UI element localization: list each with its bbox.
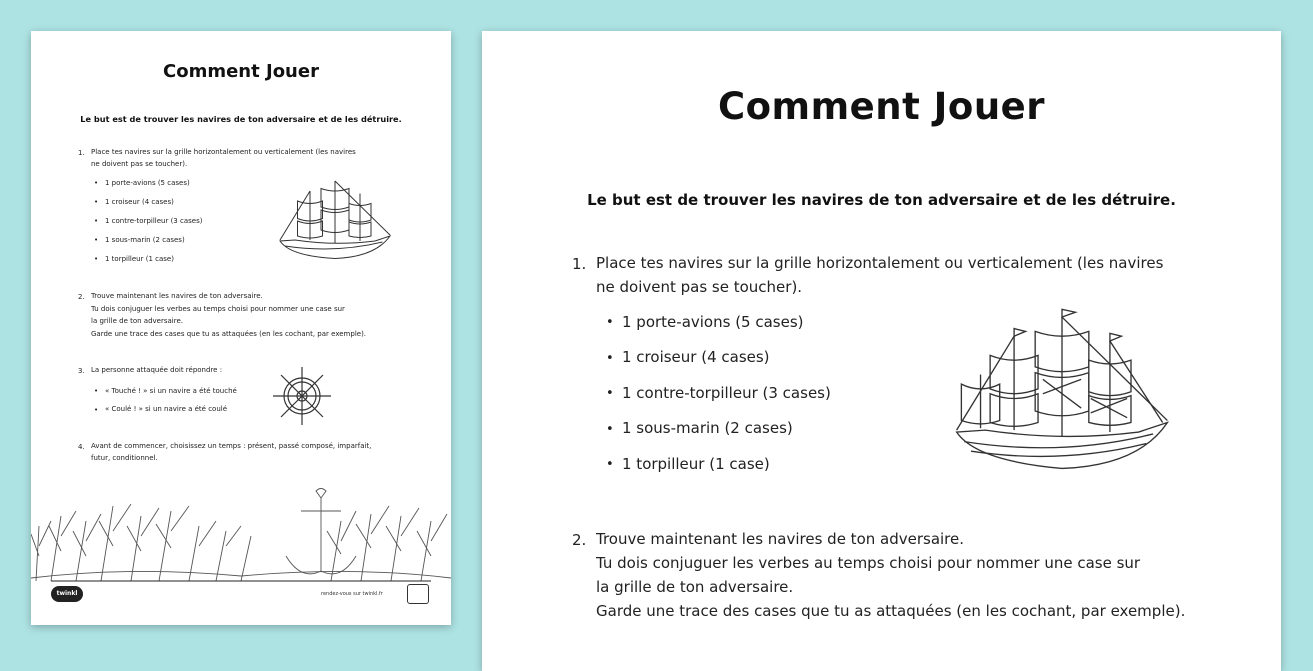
bullet-item: 1 torpilleur (1 case) (105, 255, 174, 263)
bullet-item: 1 porte-avions (5 cases) (105, 179, 190, 187)
bullet-dot: • (94, 406, 99, 414)
bullet-dot: • (94, 236, 99, 244)
step-line: Place tes navires sur la grille horizontalement ou verticalement (les navires (596, 254, 1164, 272)
bullet-dot: • (606, 351, 614, 366)
step-number: 4. (78, 443, 85, 451)
bullet-item: 1 torpilleur (1 case) (622, 455, 770, 473)
bullet-dot: • (94, 217, 99, 225)
ship-illustration (275, 176, 395, 271)
bullet-item: « Coulé ! » si un navire a été coulé (105, 405, 228, 413)
page-title: Comment Jouer (163, 61, 319, 82)
bullet-dot: • (606, 315, 614, 330)
intro-text: Le but est de trouver les navires de ton adversaire et de les détruire. (587, 191, 1176, 209)
bullet-dot: • (606, 386, 614, 401)
bullet-item: 1 contre-torpilleur (3 cases) (105, 217, 203, 225)
ship-wheel-illustration (271, 365, 333, 427)
bullet-dot: • (606, 457, 614, 472)
step-line: Garde une trace des cases que tu as attaquées (en les cochant, par exemple). (91, 330, 367, 338)
bullet-item: 1 porte-avions (5 cases) (622, 313, 804, 331)
bullet-item: 1 croiseur (4 cases) (622, 348, 770, 366)
step-number: 2. (572, 531, 587, 549)
footer-badge (407, 584, 429, 604)
step-line: Garde une trace des cases que tu as attaquées (en les cochant, par exemple). (596, 602, 1186, 620)
worksheet-zoomed[interactable] (482, 31, 1281, 671)
step-line: La personne attaquée doit répondre : (91, 366, 223, 374)
twinkl-logo[interactable]: twinkl (51, 586, 83, 602)
bullet-dot: • (94, 179, 99, 187)
bullet-item: « Touché ! » si un navire a été touché (105, 387, 237, 395)
step-line: la grille de ton adversaire. (91, 317, 184, 325)
step-line: ne doivent pas se toucher). (91, 160, 188, 168)
step-line: ne doivent pas se toucher). (596, 278, 803, 296)
bullet-dot: • (606, 422, 614, 437)
step-number: 3. (78, 367, 85, 375)
step-line: Place tes navires sur la grille horizontalement ou verticalement (les navires (91, 148, 356, 156)
coral-illustration (31, 486, 451, 581)
step-line: Tu dois conjuguer les verbes au temps choisi pour nommer une case sur (596, 554, 1141, 572)
bullet-item: 1 croiseur (4 cases) (105, 198, 174, 206)
bullet-dot: • (94, 198, 99, 206)
bullet-dot: • (94, 255, 99, 263)
footer-url[interactable]: rendez-vous sur twinkl.fr (321, 591, 383, 597)
step-line: la grille de ton adversaire. (596, 578, 794, 596)
bullet-dot: • (94, 387, 99, 395)
step-number: 1. (572, 255, 587, 273)
intro-text: Le but est de trouver les navires de ton adversaire et de les détruire. (80, 114, 402, 124)
bullet-item: 1 sous-marin (2 cases) (622, 419, 793, 437)
ship-illustration (947, 306, 1177, 491)
step-line: futur, conditionnel. (91, 454, 158, 462)
step-line: Avant de commencer, choisissez un temps : présent, passé composé, imparfait, (91, 442, 372, 450)
step-line: Tu dois conjuguer les verbes au temps choisi pour nommer une case sur (91, 305, 345, 313)
footer-line (51, 580, 431, 582)
step-line: Trouve maintenant les navires de ton adversaire. (596, 530, 965, 548)
step-line: Trouve maintenant les navires de ton adversaire. (91, 292, 263, 300)
bullet-item: 1 sous-marin (2 cases) (105, 236, 185, 244)
page-title: Comment Jouer (717, 85, 1046, 128)
step-number: 1. (78, 149, 85, 157)
step-number: 2. (78, 293, 85, 301)
bullet-item: 1 contre-torpilleur (3 cases) (622, 384, 831, 402)
worksheet-thumbnail[interactable] (31, 31, 451, 625)
